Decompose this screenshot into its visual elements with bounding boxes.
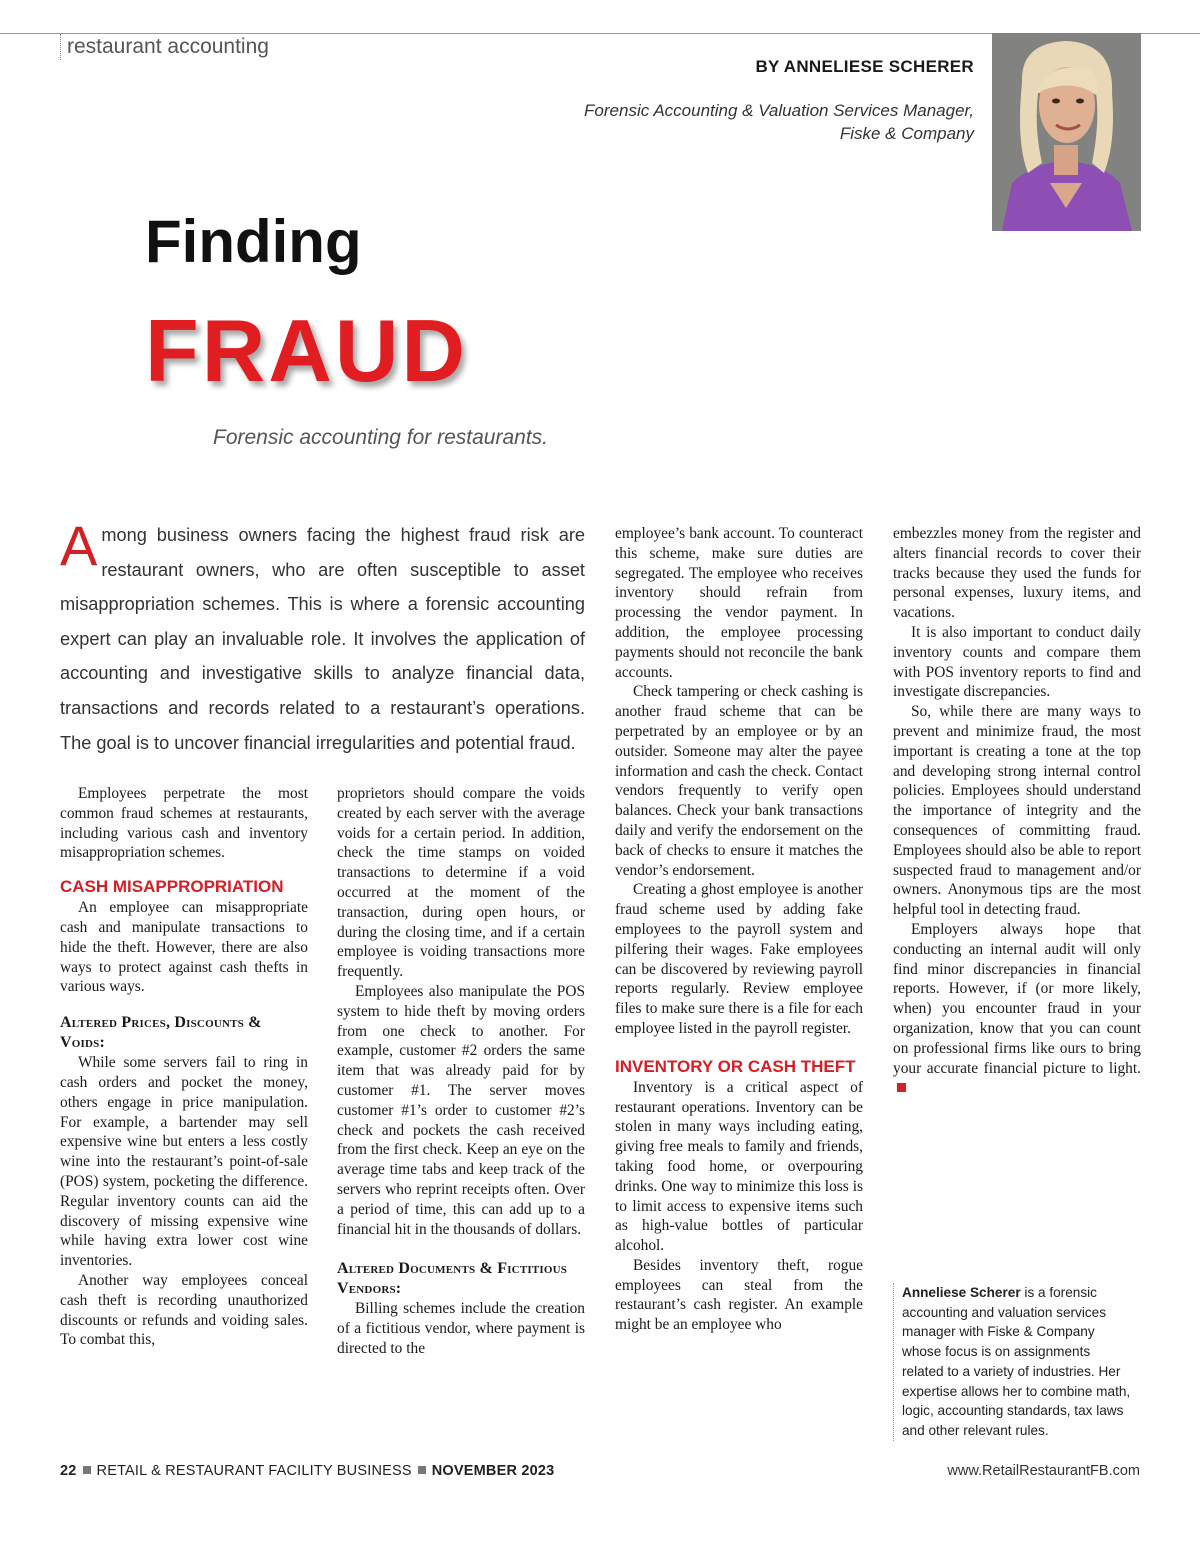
- bio-text: is a forensic accounting and valuation services manager with Fiske & Company whose focus is on assignments related to a variety of industries. Her expertise allows her to combine math, logic, accounting standards, tax laws and other relevant rules.: [902, 1285, 1131, 1438]
- article-column-3: [615, 524, 863, 1335]
- paragraph: embezzles money from the register and alters financial records to cover their tracks because they used the funds for personal expenses, luxury items, and vacations.: [893, 525, 1141, 622]
- end-mark-icon: [897, 1083, 906, 1092]
- paragraph: An employee can misappropriate cash and manipulate transactions to hide the theft. However, there are also ways to protect against cash thefts in various ways.: [60, 899, 308, 996]
- author-bio: [893, 1283, 1134, 1441]
- section-heading-inventory-theft: INVENTORY OR CASH THEFT: [615, 1056, 856, 1076]
- publication-name: RETAIL & RESTAURANT FACILITY BUSINESS: [96, 1463, 412, 1479]
- paragraph: Creating a ghost employee is another fraud scheme used by adding fake employees to the payroll system and pilfering their wages. Fake employees can be discovered by reviewing payroll reports regularly. Review employee files to make sure there is a file for each employee listed in the payroll register.: [615, 881, 863, 1037]
- lead-paragraph: [60, 514, 585, 760]
- paragraph: Employees also manipulate the POS system to hide theft by moving orders from one check to another. For example, customer #2 orders the same item that was already paid for by customer #1. The server moves customer #1’s order to customer #2’s check and pockets the cash received from the first check. Keep an eye on the average time tabs and keep track of the servers who reprint receipts often. Over a period of time, this can add up to a financial hit in the thousands of dollars.: [337, 982, 585, 1238]
- subheadline: Forensic accounting for restaurants.: [213, 426, 548, 449]
- paragraph-final: [893, 920, 1141, 1098]
- section-label: restaurant accounting: [60, 34, 269, 60]
- paragraph: It is also important to conduct daily inventory counts and compare them with POS inventory reports to find and investigate discrepancies.: [893, 623, 1141, 701]
- paragraph: Check tampering or check cashing is another fraud scheme that can be perpetrated by an employee or by an outsider. Someone may alter the payee information and cash the check. Contact vendors frequently to verify open balances. Check your bank transactions daily and verify the endorsement on the back of checks to ensure it matches the vendor’s endorsement.: [615, 683, 863, 879]
- issue-date: NOVEMBER 2023: [431, 1463, 555, 1479]
- byline: BY ANNELIESE SCHERER: [755, 57, 974, 76]
- article-column-1: [60, 784, 308, 1350]
- bio-name: Anneliese Scherer: [902, 1285, 1021, 1300]
- paragraph: Employees perpetrate the most common fraud schemes at restaurants, including various cash and inventory misappropriation schemes.: [60, 785, 308, 862]
- author-title-line-2: Fiske & Company: [839, 124, 974, 143]
- headline-fraud: FRAUD: [145, 301, 468, 400]
- paragraph: While some servers fail to ring in cash orders and pocket the money, others engage in price manipulation. For example, a bartender may sell expensive wine but enters a less costly wine into the restaurant’s point-of-sale (POS) system, pocketing the difference. Regular inventory counts can aid the discovery of missing expensive wine while having extra lower cost wine inventories.: [60, 1054, 308, 1270]
- author-title-line-1: Forensic Accounting & Valuation Services Manager,: [584, 101, 974, 120]
- paragraph: employee’s bank account. To counteract this scheme, make sure duties are segregated. The employee who receives inventory should refrain from processing the vendor payment. In addition, the employee processing payments should not reconcile the bank accounts.: [615, 525, 863, 681]
- paragraph: Billing schemes include the creation of a fictitious vendor, where payment is directed to the: [337, 1300, 585, 1357]
- footer-folio: [60, 1463, 554, 1479]
- article-column-2: [337, 784, 585, 1359]
- page-number: 22: [60, 1463, 77, 1479]
- paragraph: Inventory is a critical aspect of restaurant operations. Inventory can be stolen in many ways including eating, giving free meals to family and friends, taking food home, or overpouring drinks. One way to minimize this loss is to limit access to expensive items such as high-value bottles of particular alcohol.: [615, 1078, 863, 1255]
- footer-website-link[interactable]: www.RetailRestaurantFB.com: [947, 1463, 1140, 1479]
- lead-text: mong business owners facing the highest fraud risk are restaurant owners, who are often susceptible to asset misappropriation schemes. This is where a forensic accounting expert can play an invaluable role. It involves the application of accounting and investigative skills to analyze financial data, transactions and records related to a restaurant’s operations. The goal is to uncover financial irregularities and potential fraud.: [60, 525, 585, 753]
- author-title: [584, 99, 974, 145]
- drop-cap: A: [60, 514, 98, 577]
- paragraph: Another way employees conceal cash theft is recording unauthorized discounts or refunds and voiding sales. To combat this,: [60, 1271, 308, 1349]
- paragraph: Besides inventory theft, rogue employees can steal from the restaurant’s cash register. An example might be an employee who: [615, 1256, 863, 1334]
- subheading-altered-prices: Altered Prices, Discounts & Voids:: [60, 1014, 262, 1052]
- separator-square-icon: [83, 1466, 91, 1474]
- subheading-altered-documents: Altered Documents & Fictitious Vendors:: [337, 1260, 568, 1298]
- paragraph: proprietors should compare the voids created by each server with the average voids for a certain period. In addition, check the time stamps on voided transactions to determine if a void occurred at the moment of the transaction, during open hours, or during the closing time, and if a certain employee is voiding transactions more frequently.: [337, 785, 585, 981]
- article-column-4: [893, 524, 1141, 1098]
- paragraph: So, while there are many ways to prevent and minimize fraud, the most important is creating a tone at the top and developing strong internal control policies. Employees should understand the importance of integrity and the consequences of committing fraud. Employees should also be able to report suspected fraud to management and/or owners. Anonymous tips are the most helpful tool in detecting fraud.: [893, 703, 1141, 919]
- separator-square-icon: [418, 1466, 426, 1474]
- closing-text: Employers always hope that conducting an internal audit will only find minor discrepancies in financial reports. However, if (or more likely, when) you encounter fraud in your organization, know that you can count on professional firms like ours to bring your accurate financial picture to light.: [893, 920, 1141, 1077]
- headline-finding: Finding: [145, 208, 362, 275]
- author-photo: [992, 33, 1141, 231]
- section-heading-cash-misappropriation: CASH MISAPPROPRIATION: [60, 877, 284, 897]
